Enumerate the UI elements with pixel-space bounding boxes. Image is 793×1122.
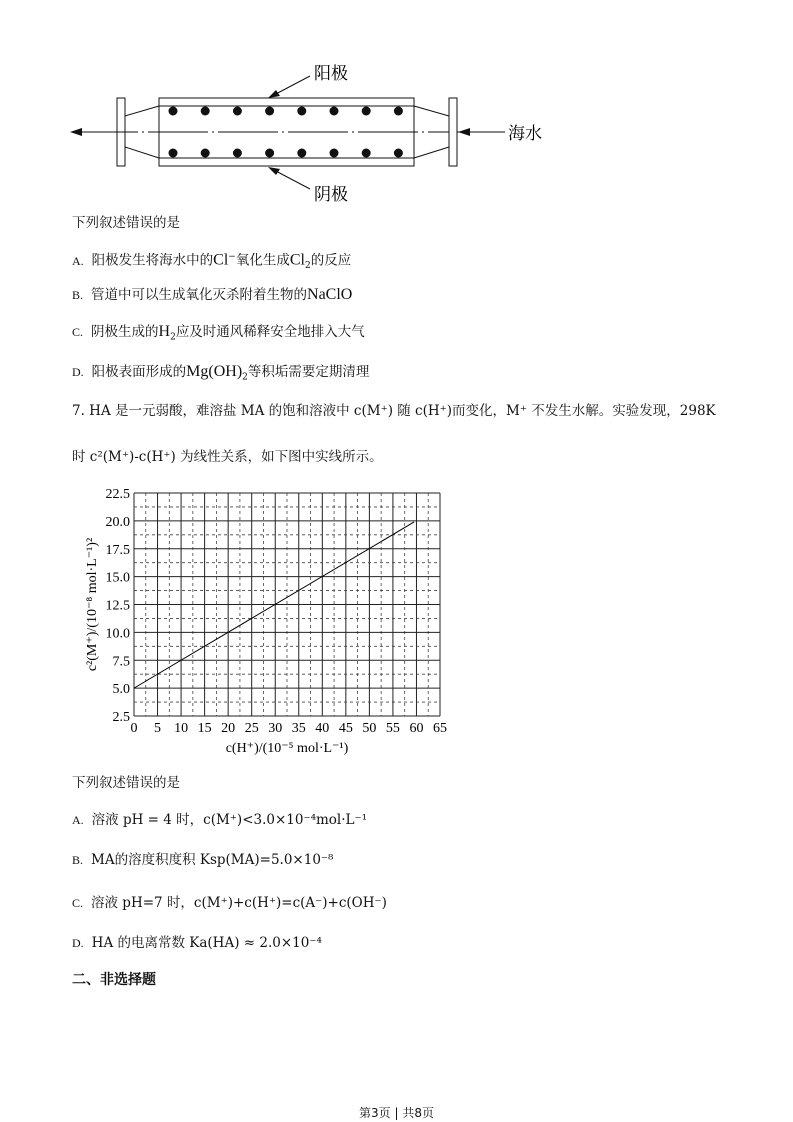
option-text: 管道中可以生成氧化灭杀附着生物的 (91, 287, 308, 303)
section-heading: 二、非选择题 (72, 972, 156, 988)
electrode-dot (265, 149, 274, 158)
q6-option-c[interactable] (72, 323, 365, 347)
option-text: 的反应 (310, 252, 352, 269)
x-tick-label: 10 (174, 721, 189, 736)
y-axis-label: c²(M⁺)/(10⁻⁸ mol·L⁻¹)² (85, 537, 100, 672)
option-text: 阳极表面形成的 (91, 364, 187, 380)
electrode-dot (394, 149, 403, 158)
option-text: 阳极发生将海水中的 (91, 252, 214, 269)
option-text: 应及时通风稀释安全地排入大气 (175, 324, 365, 340)
x-tick-label: 45 (338, 721, 353, 736)
cathode-arrow-icon (268, 167, 280, 175)
q7-option-b[interactable] (72, 851, 333, 869)
option-letter: D. (72, 365, 84, 379)
x-tick-label: 40 (315, 721, 330, 736)
outflow-arrow-icon (70, 128, 82, 136)
y-tick-label: 22.5 (105, 487, 130, 502)
chart (0, 470, 480, 770)
electrode-dot (394, 107, 403, 116)
q7-stem-line1: 7. HA 是一元弱酸，难溶盐 MA 的饱和溶液中 c(M⁺) 随 c(H⁺)而变化，M⁺ 不发生水解。实验发现，298K (72, 403, 716, 419)
series-line (134, 522, 414, 688)
option-letter: A. (72, 253, 84, 268)
q6-option-b[interactable] (72, 286, 352, 304)
option-letter: B. (72, 853, 84, 867)
y-tick-label: 15.0 (105, 570, 130, 586)
option-letter: A. (72, 813, 84, 827)
subscript: 2 (304, 261, 311, 272)
electrode-dot (233, 149, 242, 158)
electrolysis-pipe-diagram (0, 0, 793, 210)
formula: Cl (213, 251, 229, 269)
x-tick-label: 35 (291, 721, 306, 736)
electrode-dot (201, 107, 210, 116)
y-tick-label: 7.5 (112, 654, 130, 670)
option-letter: B. (72, 288, 84, 302)
option-letter: C. (72, 896, 84, 910)
electrode-dot (330, 149, 339, 158)
subscript: 2 (170, 332, 176, 343)
electrode-dot (169, 107, 178, 116)
q6-option-a[interactable] (72, 248, 351, 275)
y-tick-label: 17.5 (105, 542, 130, 558)
y-tick-label: 20.0 (105, 514, 130, 530)
cathode-label: 阴极 (314, 185, 348, 204)
option-text: 溶液 pH=7 时，c(M⁺)+c(H⁺)=c(A⁻)+c(OH⁻) (91, 895, 387, 911)
x-tick-label: 15 (197, 721, 212, 736)
electrode-dot (169, 149, 178, 158)
option-text: 等积垢需要定期清理 (247, 364, 370, 380)
x-tick-label: 60 (409, 721, 424, 736)
x-tick-label: 50 (362, 721, 377, 736)
q7-stem-line2: 时 c²(M⁺)-c(H⁺) 为线性关系，如下图中实线所示。 (72, 449, 383, 465)
option-text: 溶液 pH = 4 时，c(M⁺)<3.0×10⁻⁴mol·L⁻¹ (91, 812, 368, 828)
formula: NaClO (307, 286, 353, 303)
y-tick-label: 5.0 (112, 682, 130, 698)
electrode-dot (362, 107, 371, 116)
q7-prompt: 下列叙述错误的是 (72, 775, 180, 791)
x-tick-label: 30 (268, 721, 283, 736)
formula: Mg(OH) (186, 363, 243, 380)
y-tick-label: 2.5 (112, 710, 130, 725)
q6-prompt: 下列叙述错误的是 (72, 215, 180, 231)
page-footer: 第3页 | 共8页 (359, 1106, 434, 1120)
superscript: − (228, 252, 236, 262)
electrode-dot (201, 149, 210, 158)
option-text: 氧化生成 (235, 252, 290, 269)
option-text: 阴极生成的 (91, 324, 159, 340)
option-letter: C. (72, 325, 84, 339)
x-tick-label: 25 (244, 721, 259, 736)
electrode-dot (297, 149, 306, 158)
x-tick-label: 0 (130, 721, 138, 736)
right-flange (449, 98, 457, 166)
option-text: HA 的电离常数 Ka(HA) ≈ 2.0×10⁻⁴ (91, 935, 322, 951)
electrode-dot (330, 107, 339, 116)
anode-label: 阳极 (314, 64, 348, 83)
q7-option-a[interactable] (72, 811, 367, 829)
x-tick-label: 20 (221, 721, 236, 736)
electrode-dot (265, 107, 274, 116)
x-tick-label: 55 (385, 721, 400, 736)
y-tick-label: 10.0 (105, 626, 130, 642)
seawater-label: 海水 (508, 124, 542, 143)
q7-option-c[interactable] (72, 894, 387, 912)
formula: H (158, 323, 171, 340)
inflow-arrow-icon (458, 128, 470, 136)
x-tick-label: 65 (433, 721, 447, 736)
y-tick-label: 12.5 (105, 598, 130, 614)
electrode-dot (297, 107, 306, 116)
anode-arrow-icon (268, 90, 280, 98)
option-text: MA的溶度积度积 Ksp(MA)=5.0×10⁻⁸ (91, 852, 334, 868)
electrode-dot (233, 107, 242, 116)
formula: Cl (289, 251, 305, 269)
option-letter: D. (72, 936, 84, 950)
electrode-dot (362, 149, 371, 158)
q6-option-d[interactable] (72, 363, 369, 387)
subscript: 2 (242, 372, 248, 383)
x-tick-label: 5 (154, 721, 162, 736)
q7-option-d[interactable] (72, 934, 322, 952)
x-axis-label: c(H⁺)/(10⁻⁵ mol·L⁻¹) (225, 741, 349, 756)
